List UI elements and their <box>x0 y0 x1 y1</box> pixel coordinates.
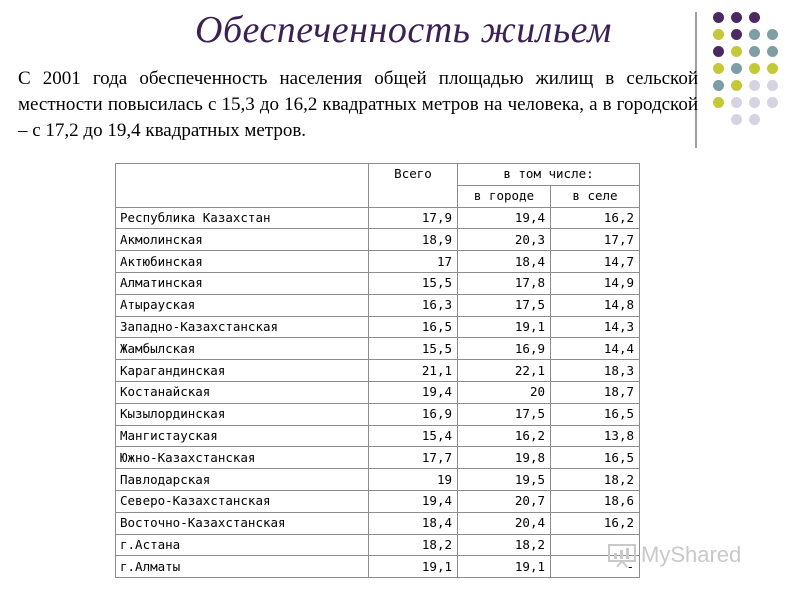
city-cell: 17,8 <box>458 272 551 294</box>
city-cell: 16,2 <box>458 425 551 447</box>
dot <box>767 80 778 91</box>
city-cell: 19,5 <box>458 469 551 491</box>
village-cell: 18,3 <box>551 360 640 382</box>
dot <box>713 46 724 57</box>
region-cell: Жамбылская <box>116 338 369 360</box>
city-cell: 18,2 <box>458 534 551 556</box>
dot <box>749 63 760 74</box>
village-cell: 18,2 <box>551 469 640 491</box>
table-row <box>116 403 640 425</box>
table-row <box>116 469 640 491</box>
region-cell: г.Алматы <box>116 556 369 578</box>
region-cell: Кызылординская <box>116 403 369 425</box>
table-row <box>116 381 640 403</box>
total-cell: 15,5 <box>369 338 458 360</box>
city-cell: 19,1 <box>458 316 551 338</box>
dot <box>713 63 724 74</box>
dot <box>731 29 742 40</box>
village-header: в селе <box>551 185 640 207</box>
table-row <box>116 425 640 447</box>
total-cell: 19,4 <box>369 490 458 512</box>
city-cell: 16,9 <box>458 338 551 360</box>
total-cell: 16,9 <box>369 403 458 425</box>
total-cell: 16,3 <box>369 294 458 316</box>
village-cell: 14,4 <box>551 338 640 360</box>
decorative-dot-grid <box>708 10 776 130</box>
dot <box>731 63 742 74</box>
table-row <box>116 534 640 556</box>
village-cell: 16,5 <box>551 403 640 425</box>
table-row <box>116 556 640 578</box>
total-cell: 18,2 <box>369 534 458 556</box>
dot <box>749 97 760 108</box>
region-cell: Северо-Казахстанская <box>116 490 369 512</box>
region-cell: Костанайская <box>116 381 369 403</box>
table-row <box>116 338 640 360</box>
city-cell: 20 <box>458 381 551 403</box>
slide-title: Обеспеченность жильем <box>195 9 612 51</box>
housing-table <box>115 163 640 578</box>
total-cell: 19,4 <box>369 381 458 403</box>
city-cell: 19,1 <box>458 556 551 578</box>
city-cell: 19,8 <box>458 447 551 469</box>
dot <box>731 114 742 125</box>
village-cell: - <box>551 556 640 578</box>
city-cell: 17,5 <box>458 403 551 425</box>
dot <box>749 12 760 23</box>
village-cell: 14,7 <box>551 251 640 273</box>
table-row <box>116 272 640 294</box>
dot <box>749 114 760 125</box>
table-row <box>116 360 640 382</box>
city-cell: 20,4 <box>458 512 551 534</box>
total-cell: 15,5 <box>369 272 458 294</box>
dot <box>713 80 724 91</box>
region-cell: Атырауская <box>116 294 369 316</box>
region-cell: Южно-Казахстанская <box>116 447 369 469</box>
table-row <box>116 490 640 512</box>
total-cell: 15,4 <box>369 425 458 447</box>
total-cell: 17,7 <box>369 447 458 469</box>
village-cell: 14,8 <box>551 294 640 316</box>
dot <box>767 29 778 40</box>
dot <box>749 46 760 57</box>
dot <box>713 97 724 108</box>
dot <box>713 12 724 23</box>
dot <box>767 63 778 74</box>
dot <box>731 97 742 108</box>
table-row <box>116 229 640 251</box>
dot <box>731 12 742 23</box>
dot <box>767 46 778 57</box>
table-row <box>116 512 640 534</box>
region-cell: Акмолинская <box>116 229 369 251</box>
total-cell: 16,5 <box>369 316 458 338</box>
region-cell: Республика Казахстан <box>116 207 369 229</box>
village-cell: 16,2 <box>551 207 640 229</box>
total-cell: 18,4 <box>369 512 458 534</box>
region-cell: Восточно-Казахстанская <box>116 512 369 534</box>
dot <box>713 29 724 40</box>
village-cell: 14,3 <box>551 316 640 338</box>
city-cell: 18,4 <box>458 251 551 273</box>
village-cell: 13,8 <box>551 425 640 447</box>
village-cell: 16,2 <box>551 512 640 534</box>
dot <box>767 97 778 108</box>
dot <box>749 80 760 91</box>
table-header-row <box>116 164 640 186</box>
city-cell: 20,3 <box>458 229 551 251</box>
table-row <box>116 207 640 229</box>
total-cell: 17 <box>369 251 458 273</box>
region-cell: Павлодарская <box>116 469 369 491</box>
total-cell: 19,1 <box>369 556 458 578</box>
city-cell: 17,5 <box>458 294 551 316</box>
total-cell: 19 <box>369 469 458 491</box>
total-cell: 18,9 <box>369 229 458 251</box>
watermark-text: MyShared <box>641 542 742 567</box>
city-cell: 22,1 <box>458 360 551 382</box>
total-header: Всего <box>369 164 458 208</box>
total-cell: 21,1 <box>369 360 458 382</box>
region-cell: Алматинская <box>116 272 369 294</box>
region-cell: Карагандинская <box>116 360 369 382</box>
table-row <box>116 316 640 338</box>
region-cell: Актюбинская <box>116 251 369 273</box>
city-cell: 19,4 <box>458 207 551 229</box>
region-cell: г.Астана <box>116 534 369 556</box>
village-cell: 18,6 <box>551 490 640 512</box>
intro-paragraph: С 2001 года обеспеченность населения общей площадью жилищ в сельской местности повысилась с 15,3 до 16,2 квадратных метров на человека, а в городской – с 17,2 до 19,4 квадратных метров. <box>18 68 698 141</box>
presentation-icon <box>607 542 637 568</box>
dot <box>731 80 742 91</box>
dot <box>749 29 760 40</box>
village-cell: 17,7 <box>551 229 640 251</box>
region-cell: Западно-Казахстанская <box>116 316 369 338</box>
region-header-blank <box>116 164 369 208</box>
table-row <box>116 294 640 316</box>
watermark <box>607 540 767 572</box>
total-cell: 17,9 <box>369 207 458 229</box>
region-cell: Мангистауская <box>116 425 369 447</box>
village-cell: 18,7 <box>551 381 640 403</box>
incl-header: в том числе: <box>458 164 640 186</box>
table-row <box>116 447 640 469</box>
village-cell: 16,5 <box>551 447 640 469</box>
city-cell: 20,7 <box>458 490 551 512</box>
table-row <box>116 251 640 273</box>
dot <box>731 46 742 57</box>
city-header: в городе <box>458 185 551 207</box>
village-cell: 14,9 <box>551 272 640 294</box>
